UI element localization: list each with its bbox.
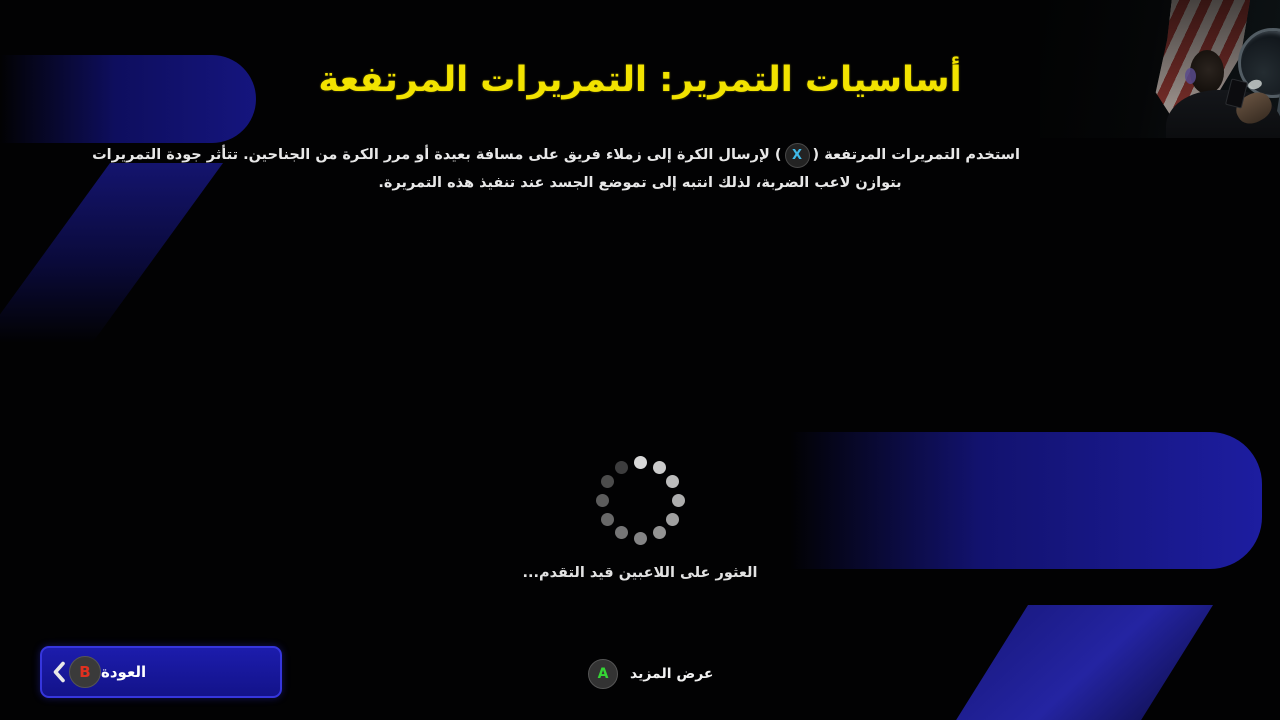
spinner-dot: [634, 456, 647, 469]
controller-x-icon: X: [785, 143, 810, 168]
controller-b-icon: B: [69, 656, 101, 688]
open-paren: (: [774, 147, 782, 163]
loading-message: العثور على اللاعبين قيد التقدم...: [522, 565, 758, 581]
spinner-dot: [653, 526, 666, 539]
spinner-dot: [666, 475, 679, 488]
spinner-dot: [596, 494, 609, 507]
close-paren: ): [812, 147, 820, 163]
bg-shape-right-diagonal: [954, 605, 1213, 720]
spinner-dot: [601, 513, 614, 526]
spinner-dot: [666, 513, 679, 526]
x-button-group: [775, 141, 819, 169]
show-more-button[interactable]: [588, 658, 713, 690]
bg-shape-top-left-diagonal: [0, 163, 223, 343]
spinner-dot: [601, 475, 614, 488]
chevron-left-icon: [52, 661, 66, 683]
back-button[interactable]: [40, 646, 282, 698]
webcam-overlay: [1040, 0, 1280, 138]
spinner-dot: [615, 461, 628, 474]
controller-a-icon: A: [588, 659, 618, 689]
description-line1-before: استخدم التمريرات المرتفعة: [824, 147, 1020, 163]
description: [92, 141, 1020, 197]
spinner-dot: [653, 461, 666, 474]
page-title: أساسيات التمرير: التمريرات المرتفعة: [318, 60, 962, 100]
description-line-2: بتوازن لاعب الضربة، لذلك انتبه إلى تموضع الجسد عند تنفيذ هذه التمريرة.: [378, 175, 902, 191]
spinner-dot: [615, 526, 628, 539]
back-button-label: العودة: [101, 663, 147, 681]
show-more-label: عرض المزيد: [630, 666, 714, 682]
webcam-headphone: [1185, 68, 1196, 84]
description-line-1: [92, 141, 1020, 169]
spinner-dot: [672, 494, 685, 507]
spinner-dot: [634, 532, 647, 545]
description-line1-after: لإرسال الكرة إلى زملاء فريق على مسافة بعيدة أو مرر الكرة من الجناحين. تتأثر جودة التمريرات: [92, 147, 770, 163]
loading-spinner: [590, 450, 690, 550]
bg-shape-right-bar: [790, 432, 1262, 569]
